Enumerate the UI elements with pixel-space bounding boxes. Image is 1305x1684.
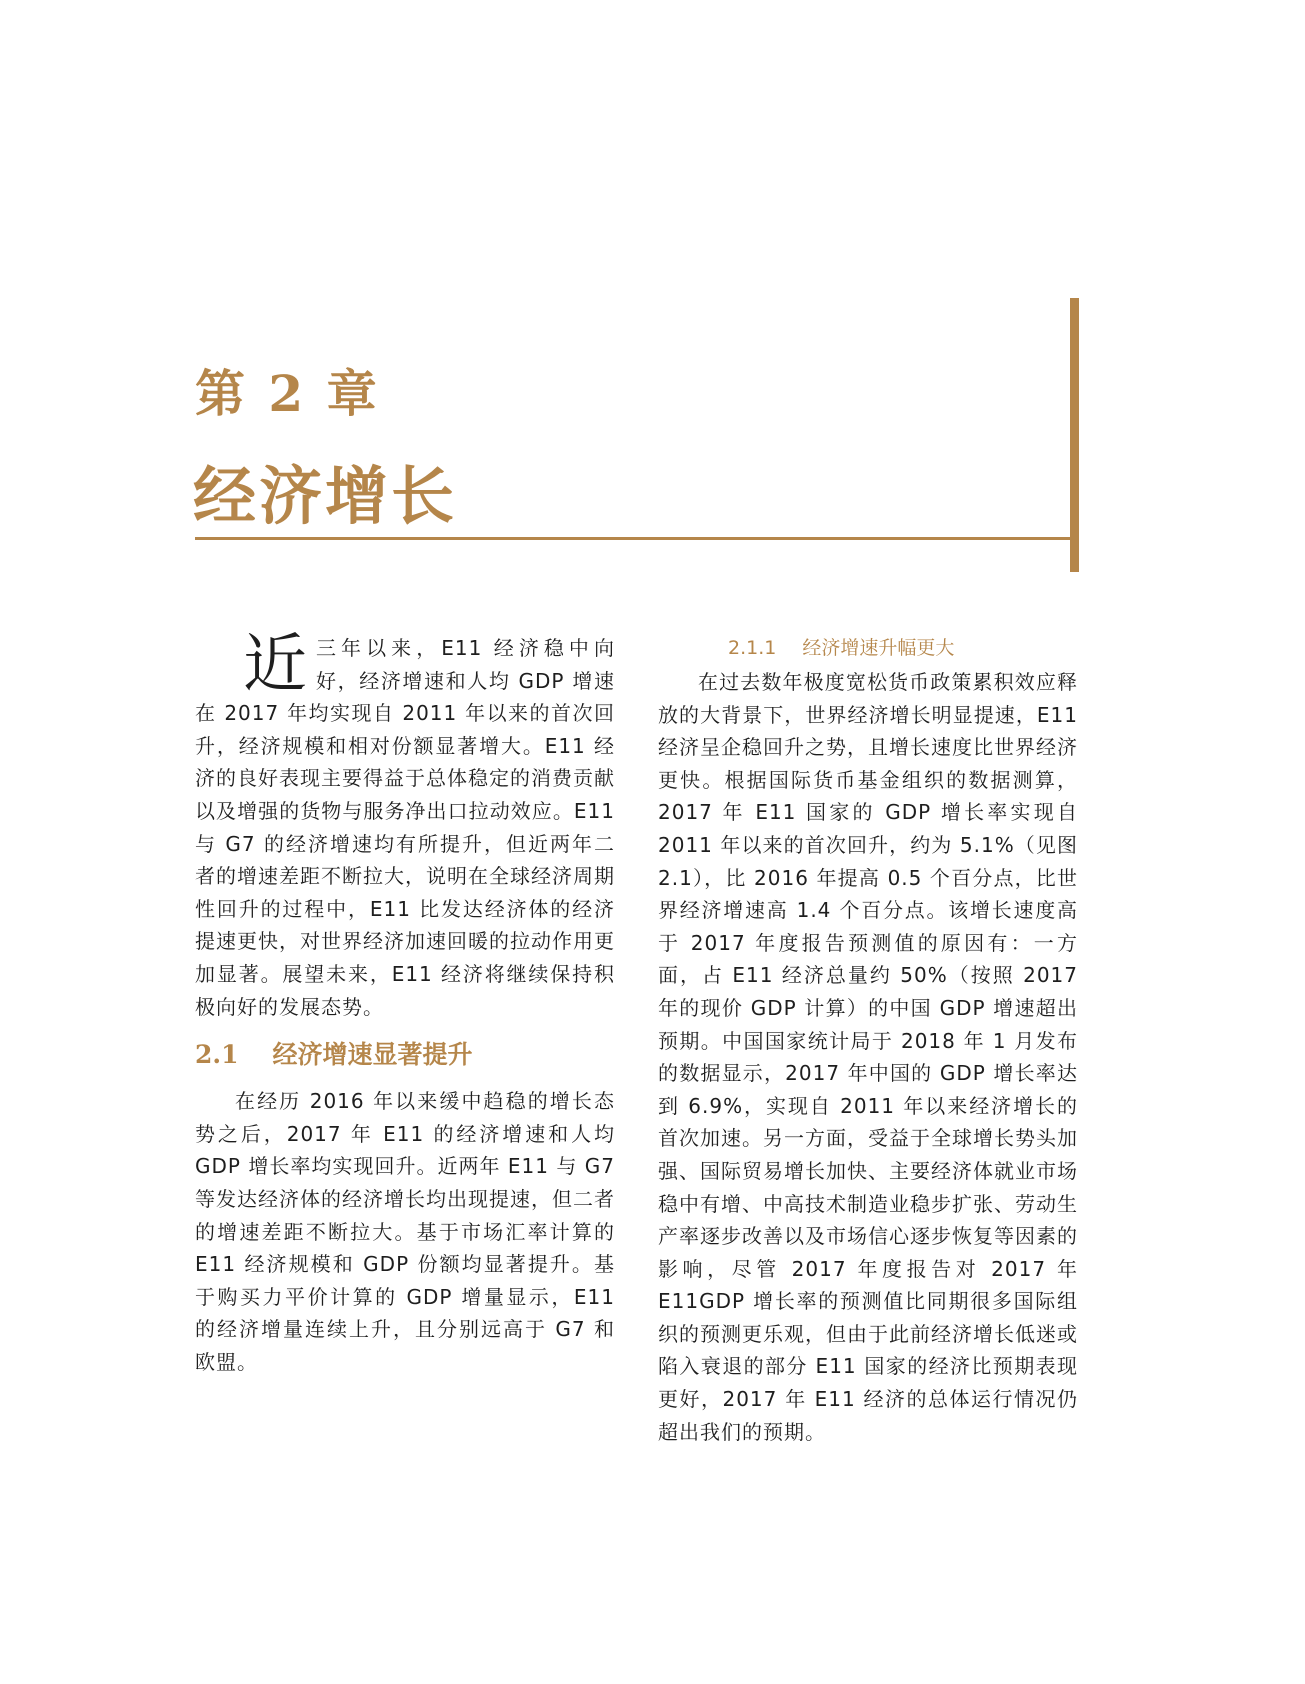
chapter-accent-bar [1070,298,1079,572]
intro-dropcap: 近 [243,628,308,702]
chapter-title: 经济增长 [193,460,457,533]
section-heading-2-1 [195,1035,615,1075]
intro-paragraph [195,628,615,1023]
right-column [658,632,1078,1448]
left-column [195,628,615,1378]
chapter-underline-rule [195,537,1075,540]
chapter-number: 第 2 章 [195,364,380,423]
subsection-title: 经济增速升幅更大 [802,637,955,659]
subsection-number: 2.1.1 [728,637,777,659]
intro-text: 三年以来，E11 经济稳中向好，经济增速和人均 GDP 增速在 2017 年均实现自 2011 年以来的首次回升，经济规模和相对份额显著增大。E11 经济的良好表现主要得益于总体稳定的消费贡献以及增强的货物与服务净出口拉动效应。E11 与 G7 的经济增速均有所提升，但近两年二者的增速差距不断拉大，说明在全球经济周期性回升的过程中，E11 比发达经济体的经济提速更快，对世界经济加速回暖的拉动作用更加显著。展望未来，E11 经济将继续保持积极向好的发展态势。 [195,636,615,1019]
section-title: 经济增速显著提升 [272,1040,473,1070]
section-2-1-1-paragraph: 在过去数年极度宽松货币政策累积效应释放的大背景下，世界经济增长明显提速，E11 经济呈企稳回升之势，且增长速度比世界经济更快。根据国际货币基金组织的数据测算，2017 年 E11 国家的 GDP 增长率实现自 2011 年以来的首次回升，约为 5.1%（见图 2.1），比 2016 年提高 0.5 个百分点，比世界经济增速高 1.4 个百分点。该增长速度高于 2017 年度报告预测值的原因有：一方面，占 E11 经济总量约 50%（按照 2017 年的现价 GDP 计算）的中国 GDP 增速超出预期。中国国家统计局于 2018 年 1 月发布的数据显示，2017 年中国的 GDP 增长率达到 6.9%，实现自 2011 年以来经济增长的首次加速。另一方面，受益于全球增长势头加强、国际贸易增长加快、主要经济体就业市场稳中有增、中高技术制造业稳步扩张、劳动生产率逐步改善以及市场信心逐步恢复等因素的影响，尽管 2017 年度报告对 2017 年 E11GDP 增长率的预测值比同期很多国际组织的预测更乐观，但由于此前经济增长低迷或陷入衰退的部分 E11 国家的经济比预期表现更好，2017 年 E11 经济的总体运行情况仍超出我们的预期。 [658,670,1078,1444]
section-2-1-paragraph: 在经历 2016 年以来缓中趋稳的增长态势之后，2017 年 E11 的经济增速和人均 GDP 增长率均实现回升。近两年 E11 与 G7 等发达经济体的经济增长均出现提速，但二者的增速差距不断拉大。基于市场汇率计算的 E11 经济规模和 GDP 份额均显著提升。基于购买力平价计算的 GDP 增量显示，E11 的经济增量连续上升，且分别远高于 G7 和欧盟。 [195,1089,615,1374]
section-number: 2.1 [195,1040,239,1070]
subsection-heading-2-1-1 [728,632,1078,664]
